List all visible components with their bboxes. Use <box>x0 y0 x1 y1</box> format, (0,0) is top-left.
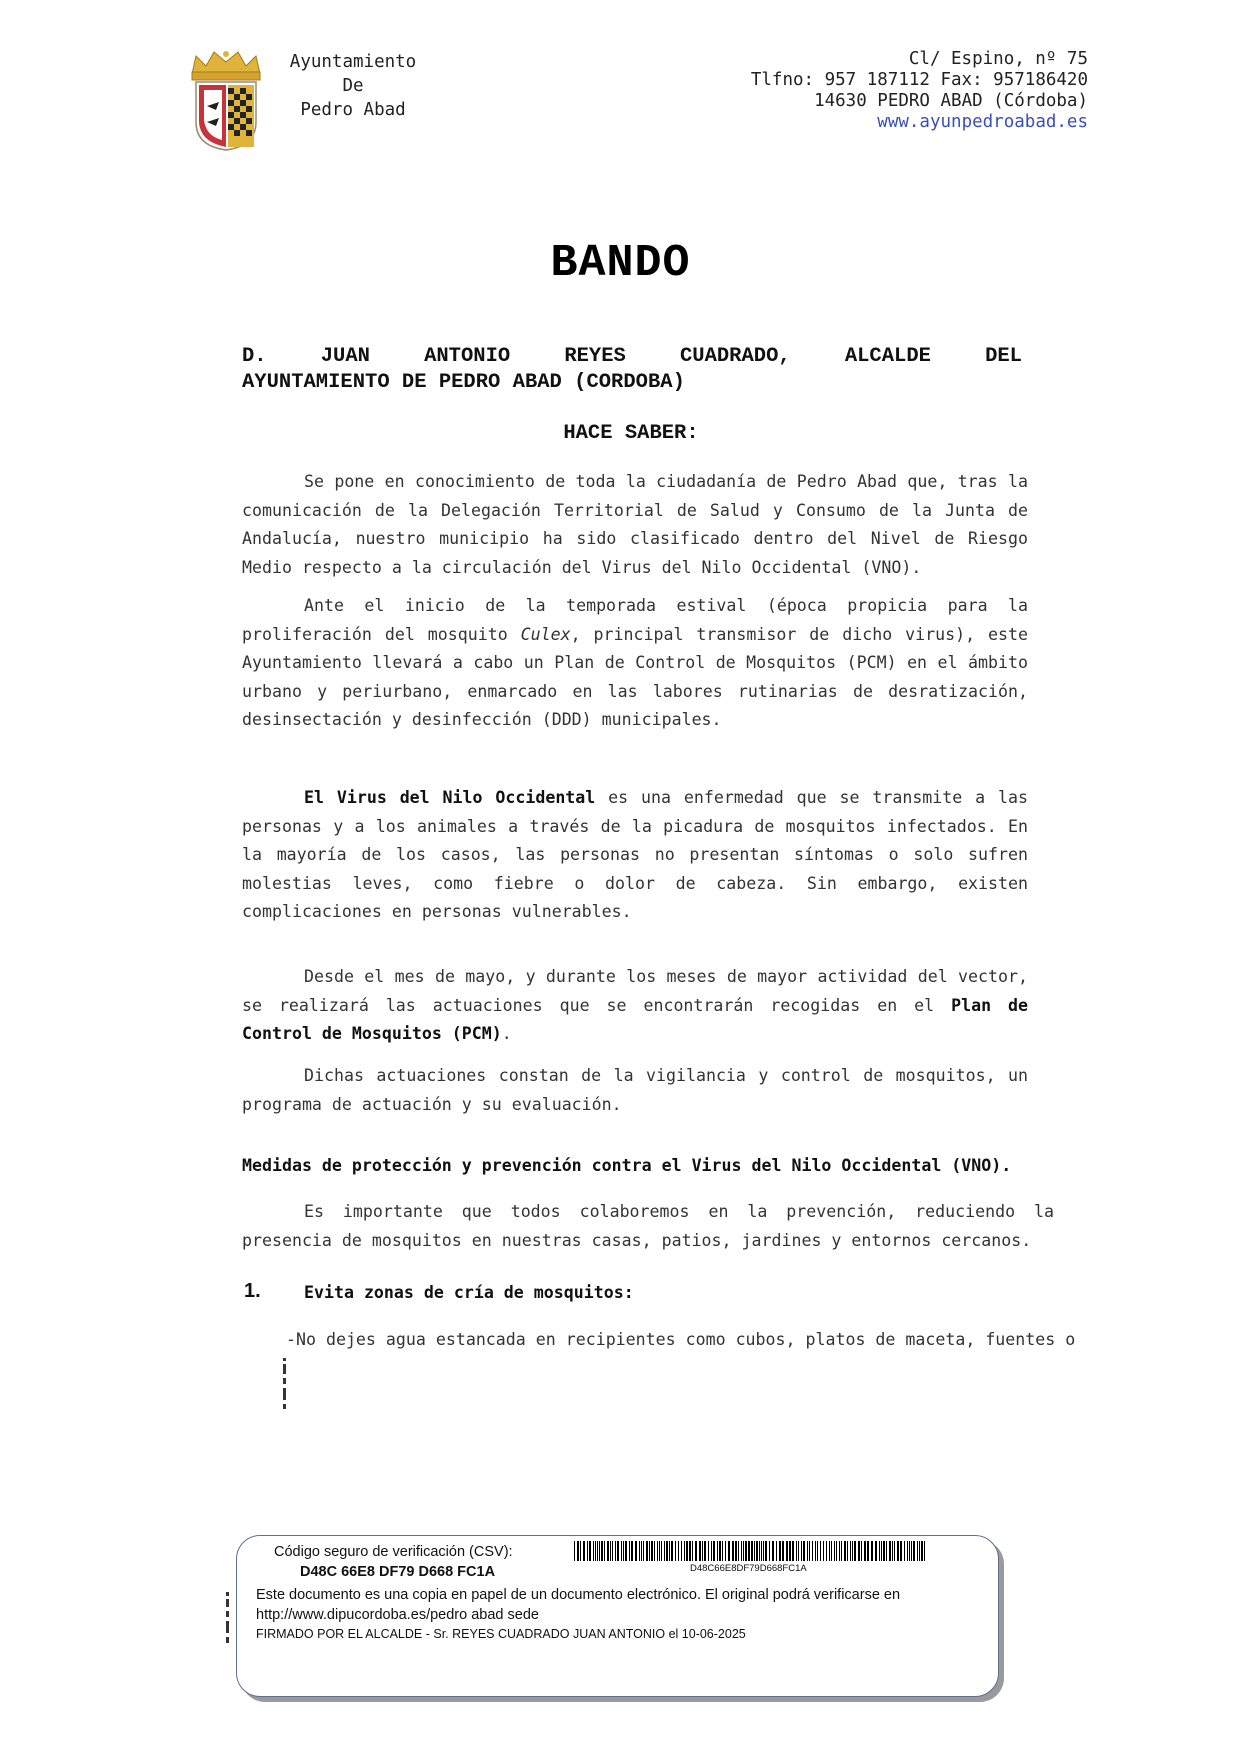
website-link[interactable]: www.ayunpedroabad.es <box>877 112 1088 132</box>
municipality-name <box>268 50 438 122</box>
barcode-icon <box>574 1541 928 1561</box>
mayor-word: ANTONIO <box>424 345 511 368</box>
mayor-word: DEL <box>985 345 1022 368</box>
page-title: BANDO <box>550 238 691 289</box>
paragraph-evaluation: Dichas actuaciones constan de la vigilancia y control de mosquitos, un programa de actuación y su evaluación. <box>242 1066 1028 1114</box>
section-heading: Medidas de protección y prevención contra el Virus del Nilo Occidental (VNO). <box>242 1156 1012 1175</box>
vertical-code-mark <box>224 1590 232 1646</box>
text-span: Ante el inicio de la temporada estival (época propicia para la proliferación del mosquito <box>242 596 1028 644</box>
mayor-word: JUAN <box>320 345 370 368</box>
list-number: 1. <box>244 1280 261 1302</box>
bold-plan-name: Plan de Control de Mosquitos (PCM) <box>242 995 1028 1044</box>
mayor-line2: AYUNTAMIENTO DE PEDRO ABAD (CORDOBA) <box>242 371 685 394</box>
mayor-word: CUADRADO, <box>679 345 791 368</box>
municipality-line: Ayuntamiento <box>289 52 417 72</box>
contact-block <box>751 49 1088 133</box>
hace-saber-heading: HACE SABER: <box>563 422 699 445</box>
mayor-word: D. <box>242 345 267 368</box>
text-span: . <box>501 1024 512 1044</box>
vertical-code-mark <box>281 1356 289 1412</box>
signature-line: FIRMADO POR EL ALCALDE - Sr. REYES CUADRADO JUAN ANTONIO el 10-06-2025 <box>256 1627 746 1641</box>
paragraph-control-plan <box>242 592 1028 735</box>
list-item-title: Evita zonas de cría de mosquitos: <box>304 1283 634 1302</box>
coat-of-arms-icon <box>186 48 266 152</box>
text-span: Desde el mes de mayo, y durante los meses de mayor actividad del vector, se realizará las actuaciones que se encontrarán recogidas en el <box>242 967 1028 1015</box>
copy-notice: Este documento es una copia en papel de un documento electrónico. El original podrá verificarse en http://www.dipucordoba.es/pedro abad sede <box>256 1587 901 1623</box>
paragraph-actions <box>242 963 1028 1049</box>
mayor-word: ALCALDE <box>844 345 931 368</box>
municipality-line: De <box>342 76 364 96</box>
paragraph-virus-description <box>242 784 1028 927</box>
phone-fax: Tlfno: 957 187112 Fax: 957186420 <box>750 70 1088 90</box>
paragraph-prevention: Es importante que todos colaboremos en la prevención, reduciendo la presencia de mosquitos en nuestras casas, patios, jardines y entornos cercanos. <box>242 1202 1054 1250</box>
mayor-word: REYES <box>564 345 626 368</box>
bold-virus-name: El Virus del Nilo Occidental <box>304 788 596 807</box>
csv-code: D48C 66E8 DF79 D668 FC1A <box>300 1564 496 1580</box>
mayor-statement <box>242 344 1022 396</box>
address: Cl/ Espino, nº 75 <box>908 49 1088 69</box>
text-span: es una enfermedad que se transmite a las personas y a los animales a través de la picadura de mosquitos infectados. En la mayoría de los casos, las personas no presentan síntomas o solo sufren molestias leves, como fiebre o dolor de cabeza. Sin embargo, existen complicaciones en personas vulnerables. <box>242 788 1028 922</box>
paragraph-risk-level: Se pone en conocimiento de toda la ciudadanía de Pedro Abad que, tras la comunicación de la Delegación Territorial de Salud y Consumo de la Junta de Andalucía, nuestro municipio ha sido clasificado dentro del Nivel de Riesgo Medio respecto a la circulación del Virus del Nilo Occidental (VNO). <box>242 472 1028 577</box>
barcode-text: D48C66E8DF79D668FC1A <box>690 1563 807 1574</box>
italic-species: Culex <box>520 624 571 644</box>
city: 14630 PEDRO ABAD (Córdoba) <box>814 91 1088 111</box>
csv-label: Código seguro de verificación (CSV): <box>274 1544 513 1560</box>
bullet-item: -No dejes agua estancada en recipientes como cubos, platos de maceta, fuentes o <box>286 1330 1076 1349</box>
text-span: , principal transmisor de dicho virus), este Ayuntamiento llevará a cabo un Plan de Control de Mosquitos (PCM) en el ámbito urbano y periurbano, enmarcado en las labores rutinarias de desratización, desinsectación y desinfección (DDD) municipales. <box>242 624 1028 730</box>
municipality-line: Pedro Abad <box>300 100 406 120</box>
